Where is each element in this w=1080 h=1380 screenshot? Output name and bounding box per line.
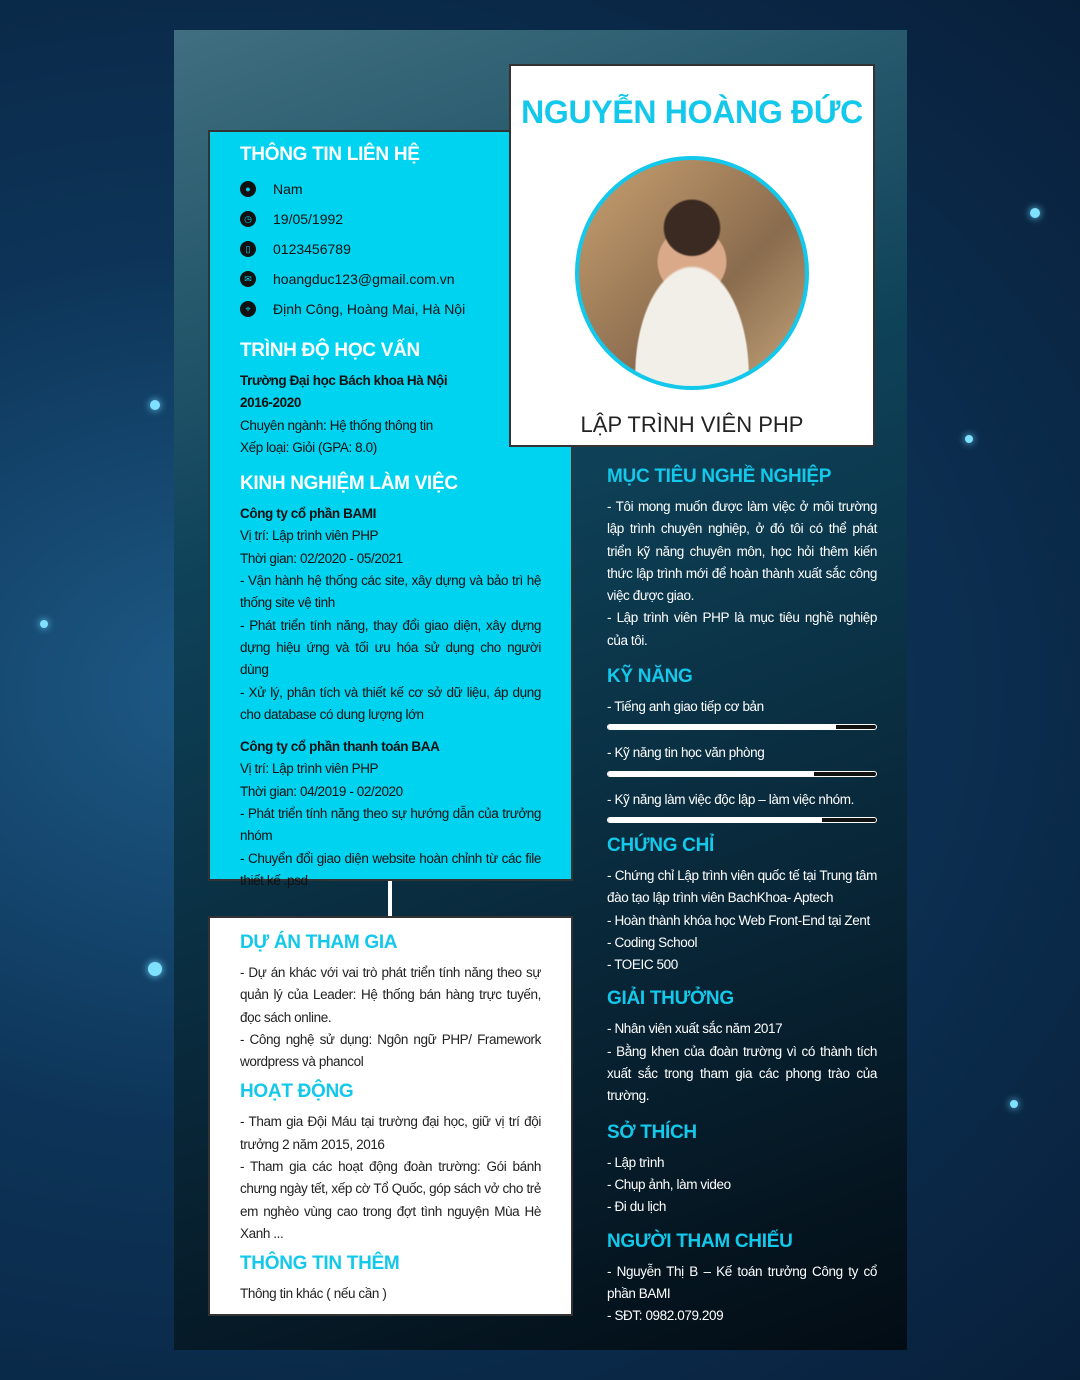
job-position: Vị trí: Lập trình viên PHP (240, 761, 379, 777)
connector-line (388, 881, 392, 916)
candidate-name: NGUYỄN HOÀNG ĐỨC (521, 94, 863, 130)
skills-title: KỸ NĂNG (607, 666, 693, 688)
education-rank: Xếp loại: Giỏi (GPA: 8.0) (240, 439, 377, 455)
skill-label: - Tiếng anh giao tiếp cơ bản (607, 699, 764, 715)
contact-text: hoangduc123@gmail.com.vn (273, 271, 455, 287)
skill-label: - Kỹ năng làm việc độc lập – làm việc nhóm. (607, 791, 854, 807)
education-school: Trường Đại học Bách khoa Hà Nội (240, 373, 448, 388)
certificates-title: CHỨNG CHỈ (607, 834, 715, 856)
skill-item (607, 789, 877, 823)
objective-title: MỤC TIÊU NGHỀ NGHIỆP (607, 466, 832, 487)
skill-item (607, 696, 877, 730)
references-title: NGƯỜI THAM CHIẾU (607, 1230, 793, 1252)
job-time: Thời gian: 02/2020 - 05/2021 (240, 550, 403, 566)
skill-bar (607, 771, 877, 777)
list-item: - Nguyễn Thị B – Kế toán trưởng Công ty cổ phần BAMI (607, 1263, 877, 1301)
list-item: - Tham gia các hoạt động đoàn trường: Gói bánh chưng ngày tết, xếp cờ Tổ Quốc, góp sách vở cho trẻ em nghèo vùng cao trong đợt tình nguyện Mùa Hè Xanh ... (240, 1159, 541, 1241)
job-company: Công ty cổ phần BAMI (240, 506, 376, 522)
job-duty: - Phát triển tính năng, thay đổi giao diện, xây dựng dựng hiệu ứng và tối ưu hóa sử dụng cho người dùng (240, 617, 541, 678)
list-item: - Chứng chỉ Lập trình viên quốc tế tại Trung tâm đào tạo lập trình viên BachKhoa- Aptech (607, 867, 877, 906)
job-position: Vị trí: Lập trình viên PHP (240, 528, 379, 544)
header-box (509, 64, 875, 447)
experience-title: KINH NGHIỆM LÀM VIỆC (240, 473, 458, 495)
phone-icon: ▯ (240, 241, 256, 257)
skill-item (607, 742, 877, 776)
list-item: - SĐT: 0982.079.209 (607, 1308, 724, 1324)
list-item: - Lập trình (607, 1154, 665, 1170)
awards-title: GIẢI THƯỞNG (607, 988, 734, 1010)
location-icon: ⌖ (240, 301, 256, 317)
list-item: - Dự án khác với vai trò phát triển tính năng theo sự quản lý của Leader: Hệ thống bán hàng trực tuyến, đọc sách online. (240, 965, 541, 1025)
list-item: - Công nghệ sử dụng: Ngôn ngữ PHP/ Framework wordpress và phancol (240, 1031, 541, 1070)
contact-text: Nam (273, 181, 303, 197)
projects-box (208, 916, 573, 1316)
right-column (607, 466, 877, 1327)
list-item: - Tôi mong muốn được làm việc ở môi trường lập trình chuyên nghiệp, ở đó tôi có thể phát triển kỹ năng chuyên môn, học hỏi thêm kiến thức lập trình mới để hoàn thành xuất sắc công việc được giao. (607, 499, 877, 604)
projects-title: DỰ ÁN THAM GIA (240, 932, 398, 953)
list-item: - Đi du lịch (607, 1199, 666, 1215)
education-title: TRÌNH ĐỘ HỌC VẤN (240, 340, 420, 361)
job-entry (240, 736, 541, 892)
education-years: 2016-2020 (240, 395, 301, 411)
contact-item (240, 174, 541, 204)
list-item: - Hoàn thành khóa học Web Front-End tại Zent (607, 912, 870, 928)
job-company: Công ty cổ phần thanh toán BAA (240, 739, 440, 755)
job-entry (240, 503, 541, 726)
list-item: - Bằng khen của đoàn trường vì có thành tích xuất sắc trong tham gia các phong trào của trường. (607, 1043, 877, 1104)
list-item: - Coding School (607, 934, 698, 950)
skill-label: - Kỹ năng tin học văn phòng (607, 745, 765, 761)
list-item: - Lập trình viên PHP là mục tiêu nghề nghiệp của tôi. (607, 610, 877, 648)
list-item: - Tham gia Đội Máu tại trường đại học, giữ vị trí đội trưởng 2 năm 2015, 2016 (240, 1114, 541, 1152)
job-duty: - Chuyển đổi giao diện website hoàn chỉnh từ các file thiết kế .psd (240, 850, 541, 888)
activities-title: HOẠT ĐỘNG (240, 1081, 354, 1103)
job-time: Thời gian: 04/2019 - 02/2020 (240, 783, 403, 799)
list-item: - Nhân viên xuất sắc năm 2017 (607, 1021, 783, 1037)
candidate-role: LẬP TRÌNH VIÊN PHP (580, 412, 804, 437)
email-icon: ✉ (240, 271, 256, 287)
profile-photo (575, 156, 809, 390)
list-item: - Chụp ảnh, làm video (607, 1176, 731, 1192)
contact-text: 19/05/1992 (273, 211, 344, 227)
extra-text: Thông tin khác ( nếu cần ) (240, 1286, 387, 1302)
contact-item (240, 204, 541, 234)
user-icon: ● (240, 181, 256, 197)
skill-bar (607, 817, 877, 823)
education-major: Chuyên ngành: Hệ thống thông tin (240, 417, 433, 433)
job-duty: - Vận hành hệ thống các site, xây dựng và bảo trì hệ thống site vệ tinh (240, 573, 541, 611)
contact-item (240, 264, 541, 294)
hobbies-title: SỞ THÍCH (607, 1121, 697, 1143)
contact-text: 0123456789 (273, 241, 351, 257)
list-item: - TOEIC 500 (607, 957, 678, 973)
extra-title: THÔNG TIN THÊM (240, 1253, 400, 1275)
contact-item (240, 234, 541, 264)
contact-title: THÔNG TIN LIÊN HỆ (240, 144, 420, 165)
job-duty: - Phát triển tính năng theo sự hướng dẫn của trưởng nhóm (240, 806, 541, 844)
contact-text: Định Công, Hoàng Mai, Hà Nội (273, 301, 466, 317)
job-duty: - Xử lý, phân tích và thiết kế cơ sở dữ liệu, áp dụng cho database có dung lượng lớn (240, 684, 541, 722)
contact-item (240, 294, 541, 324)
clock-icon: ◷ (240, 211, 256, 227)
skill-bar (607, 724, 877, 730)
